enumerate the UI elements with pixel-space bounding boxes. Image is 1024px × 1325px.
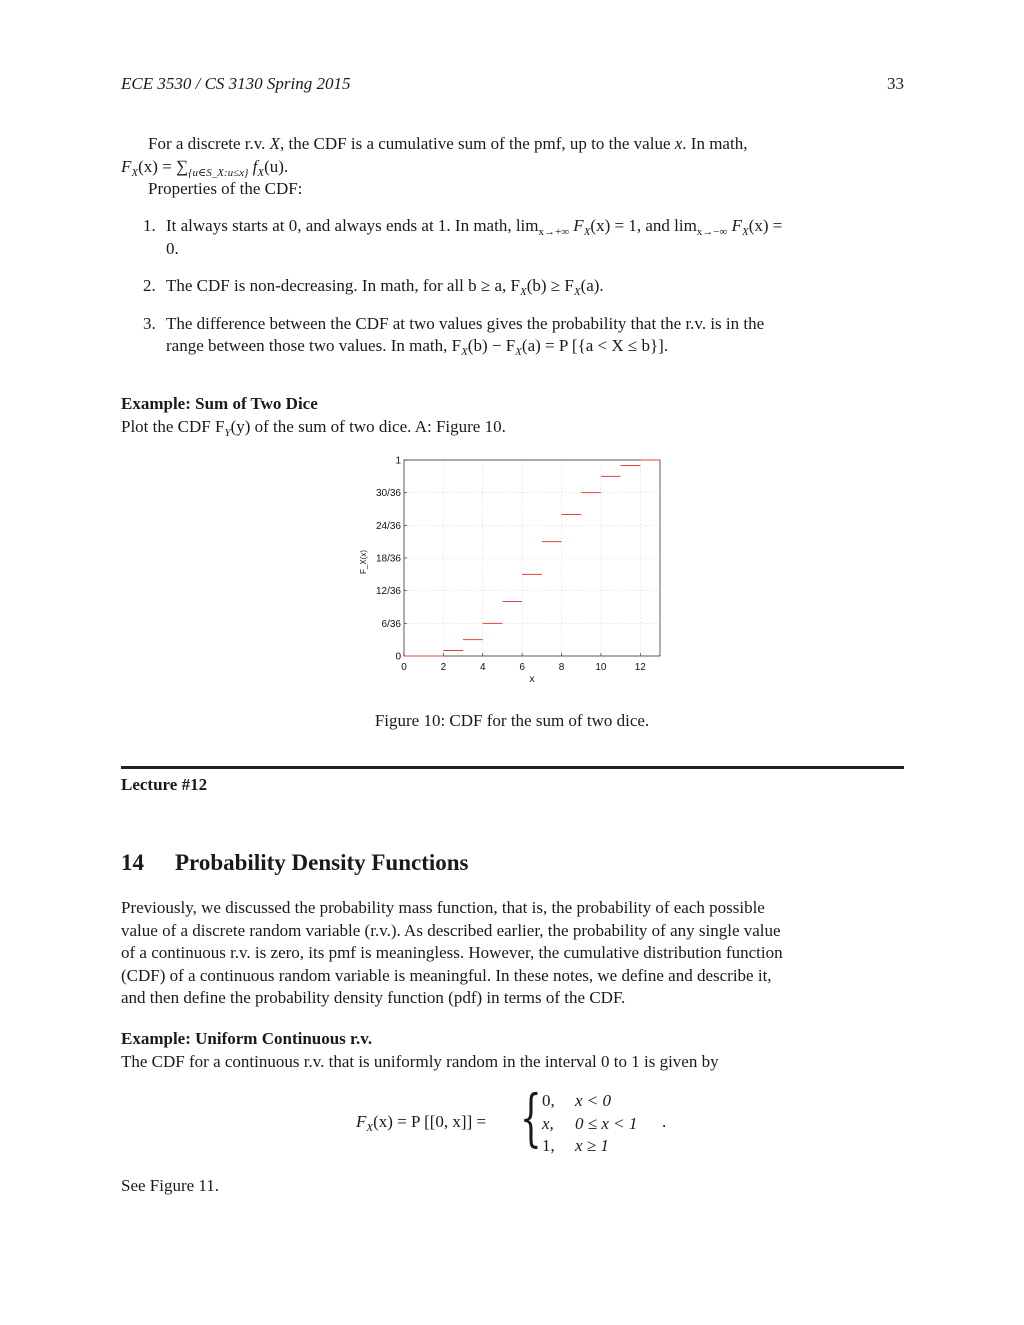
y-tick-label: 24/36 (375, 520, 401, 532)
properties-label: Properties of the CDF: (148, 179, 303, 198)
figure-caption: Figure 10: CDF for the sum of two dice. (374, 711, 650, 730)
equation-period: . (662, 1112, 667, 1131)
cdf-equation (356, 1081, 696, 1160)
x-tick-label: 10 (595, 662, 607, 673)
section-heading (121, 850, 469, 876)
example-text: Plot the CDF $F_Y(y)$ of the sum of two dice. A: Figure 10. (121, 416, 506, 439)
property-item: 1. It always starts at 0, and always ends at 1. In math, $\lim_{x\to+\infty} F_X(x) = 1$, and $\lim_{x\to-\infty} F_X(x)$ = 0. (143, 216, 783, 258)
property-item: 2. The CDF is non-decreasing. In math, for all b ≥ a, $F_X(b) \ge F_X(a)$. (143, 276, 604, 298)
intro-paragraph (121, 133, 904, 201)
x-tick-label: 12 (634, 662, 646, 673)
y-tick-label: 6/36 (381, 618, 401, 630)
y-tick-label: 30/36 (375, 488, 401, 500)
lecture-label: Lecture #12 (121, 775, 208, 794)
see-figure-text: See Figure 11. (121, 1176, 220, 1195)
intro-line-1: For a discrete r.v. X, the CDF is a cumulative sum of the pmf, up to the value x. In math, (148, 134, 748, 153)
paragraph-line: (CDF) of a continuous random variable is meaningful. In these notes, we define and describe it, (121, 965, 772, 985)
y-tick-label: 18/36 (375, 553, 401, 565)
running-header: ECE 3530 / CS 3130 Spring 2015 (121, 74, 351, 93)
y-tick-label: 1 (395, 455, 401, 467)
equation-case: 1, x ≥ 1 (542, 1136, 609, 1155)
intro-formula: $F_X(x) = \sum_{\{u\in S\_X:u\le x\}}$ $f_X(u)$. (121, 156, 289, 179)
lecture-divider (121, 766, 904, 769)
equation-case: x, 0 ≤ x < 1 (542, 1113, 638, 1133)
equation-lhs: $F_X(x) = P$ [[0, x]] = (356, 1112, 487, 1134)
x-tick-label: 2 (440, 662, 447, 673)
example-text: The CDF for a continuous r.v. that is uniformly random in the interval 0 to 1 is given by (121, 1051, 719, 1071)
properties-list (121, 215, 919, 373)
paragraph-line: and then define the probability density function (pdf) in terms of the CDF. (121, 988, 626, 1007)
paragraph-line: of a continuous r.v. is zero, its pmf is meaningless. However, the cumulative distribution function (121, 943, 783, 962)
section-title: Probability Density Functions (175, 850, 469, 875)
y-axis-label: F_X(x) (359, 550, 368, 574)
property-item: 3. The difference between the CDF at two values gives the probability that the r.v. is in the range between those two values. In math, $F_X(b) - F_X(a) = P$ [{a < X ≤ b}]. (143, 313, 765, 358)
x-tick-label: 8 (558, 662, 565, 673)
page-number: 33 (887, 74, 904, 93)
example-dice (121, 393, 904, 438)
equation-case: 0, x < 0 (542, 1091, 612, 1110)
y-tick-label: 0 (395, 651, 401, 663)
y-tick-label: 12/36 (375, 586, 401, 598)
x-tick-label: 6 (519, 662, 525, 673)
section-number: 14 (121, 850, 144, 875)
example-title: Example: Sum of Two Dice (121, 394, 318, 413)
section-paragraph (121, 897, 904, 1010)
left-brace: { (520, 1081, 542, 1154)
example-title: Example: Uniform Continuous r.v. (121, 1029, 373, 1048)
cdf-chart (355, 452, 675, 692)
example-uniform (121, 1028, 904, 1073)
x-axis-label: x (529, 674, 535, 685)
paragraph-line: Previously, we discussed the probability mass function, that is, the probability of each possible (121, 898, 765, 917)
x-tick-label: 4 (479, 662, 486, 673)
x-tick-label: 0 (401, 662, 407, 673)
equation-cases (542, 1090, 637, 1158)
paragraph-line: value of a discrete random variable (r.v.). As described earlier, the probability of any single value (121, 920, 781, 940)
